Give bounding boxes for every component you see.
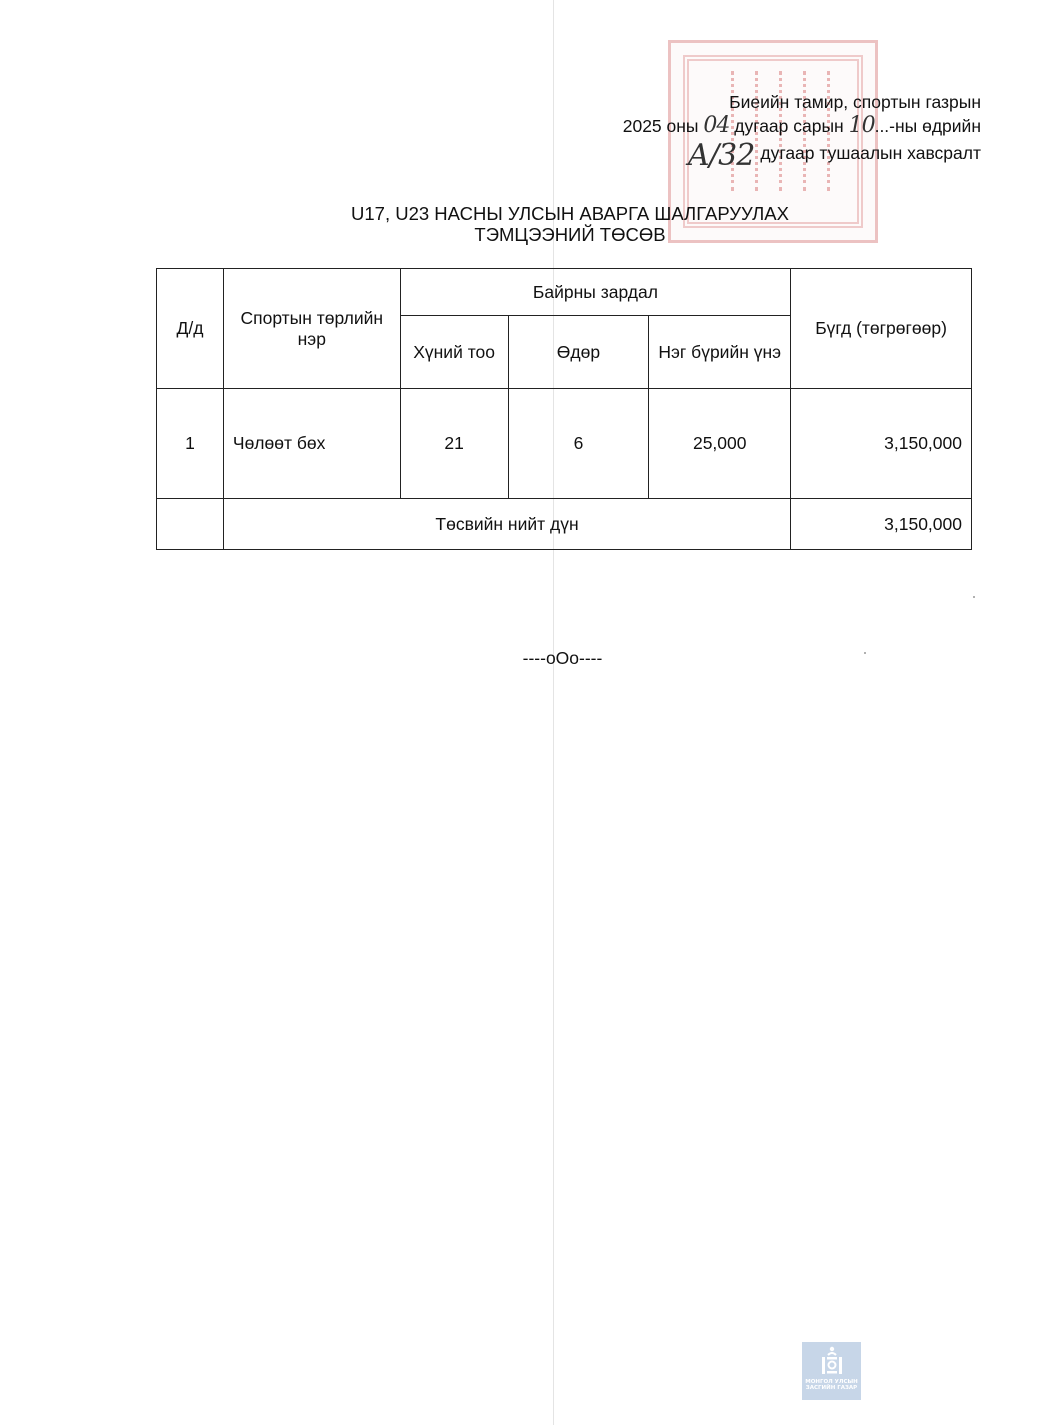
cell-sport-name: Чөлөөт бөх [223,389,400,499]
header-total: Бүгд (төгрөгөөр) [791,269,972,389]
header-order-text: дугаар тушаалын хавсралт [760,143,981,163]
summary-empty-cell [157,499,224,550]
title-line-1: U17, U23 НАСНЫ УЛСЫН АВАРГА ШАЛГАРУУЛАХ [351,203,789,224]
header-line-3 [623,138,981,173]
cell-total: 3,150,000 [791,389,972,499]
cell-people-count: 21 [400,389,508,499]
table-summary-row [157,499,972,550]
cell-unit-price: 25,000 [649,389,791,499]
logo-label-2: ЗАСГИЙН ГАЗАР [805,1385,858,1391]
header-year-text: 2025 оны [622,116,704,136]
logo-label-1: МОНГОЛ УЛСЫН [805,1379,858,1385]
document-title [300,203,840,245]
header-line-1: Биеийн тамир, спортын газрын [729,92,981,112]
table-row [157,389,972,499]
soyombo-icon [819,1346,845,1376]
handwritten-day: 10 [848,113,875,138]
header-month-text: дугаар сарын [729,116,849,136]
cell-days: 6 [508,389,649,499]
header-sport-name: Спортын төрлийн нэр [223,269,400,389]
handwritten-order-number: А/32 [687,138,755,173]
appendix-header [622,91,981,173]
header-line-2 [623,114,981,138]
header-unit-price: Нэг бүрийн үнэ [649,316,791,389]
header-index: Д/д [157,269,224,389]
summary-label: Төсвийн нийт дүн [223,499,790,550]
cell-index: 1 [157,389,224,499]
handwritten-month: 04 [703,113,730,138]
title-line-2: ТЭМЦЭЭНИЙ ТӨСӨВ [474,224,666,245]
header-day-text: ...-ны өдрийн [874,116,981,136]
header-days: Өдөр [508,316,649,389]
end-of-document-mark: ----oOo---- [522,648,603,668]
header-people-count: Хүний тоо [400,316,508,389]
budget-table [156,268,972,550]
table-header-row [157,269,972,316]
header-accommodation-group: Байрны зардал [400,269,790,316]
scan-speck [973,596,975,598]
scan-speck [864,652,866,654]
government-logo [802,1342,861,1400]
summary-total: 3,150,000 [791,499,972,550]
